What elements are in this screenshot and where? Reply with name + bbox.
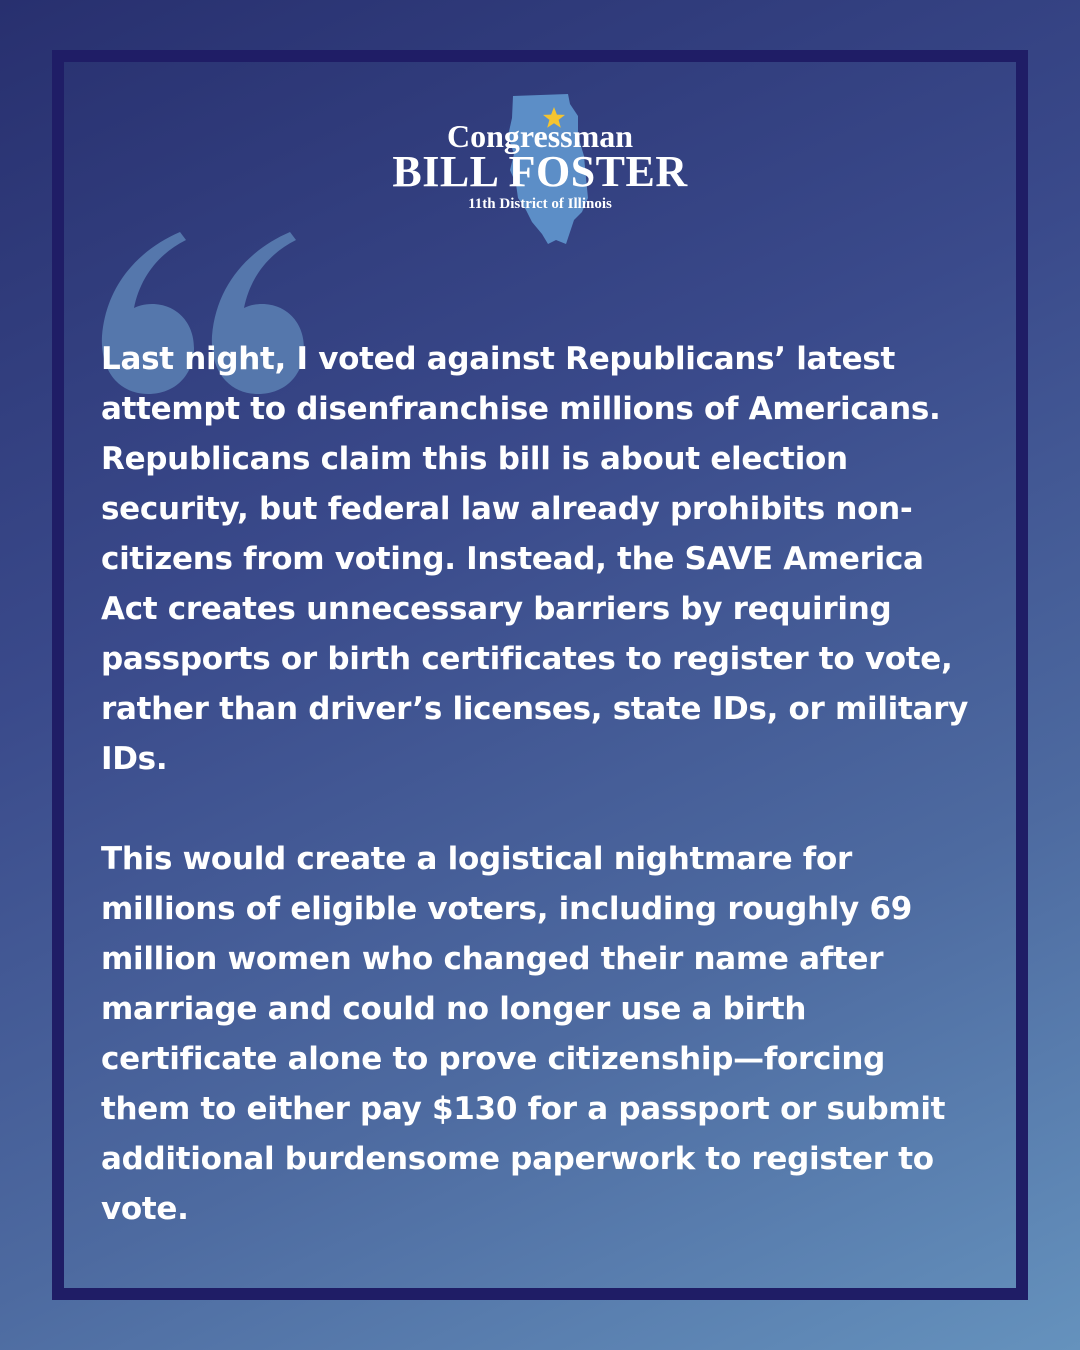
logo-title-congressman: Congressman (446, 118, 634, 154)
statement-paragraph-1: Last night, I voted against Republicans’ latest attempt to disenfranchise millions of Americans. Republicans claim this bill is about election security, but federal law already prohibits non-citizens from voting. Instead, the SAVE America Act creates unnecessary barriers by requiring passports or birth certificates to register to vote, rather than driver’s licenses, state IDs, or military IDs. (101, 341, 969, 777)
logo-title-name: BILL FOSTER (392, 147, 688, 196)
logo-subtitle-district: 11th District of Illinois (468, 196, 612, 212)
congressman-logo (380, 92, 700, 252)
statement-paragraph-2: This would create a logistical nightmare for millions of eligible voters, including roughly 69 million women who changed their name after marriage and could no longer use a birth certificate alone to prove citizenship—forcing them to either pay $130 for a passport or submit additional burdensome paperwork to register to vote. (101, 841, 946, 1227)
statement-text (101, 334, 981, 1234)
